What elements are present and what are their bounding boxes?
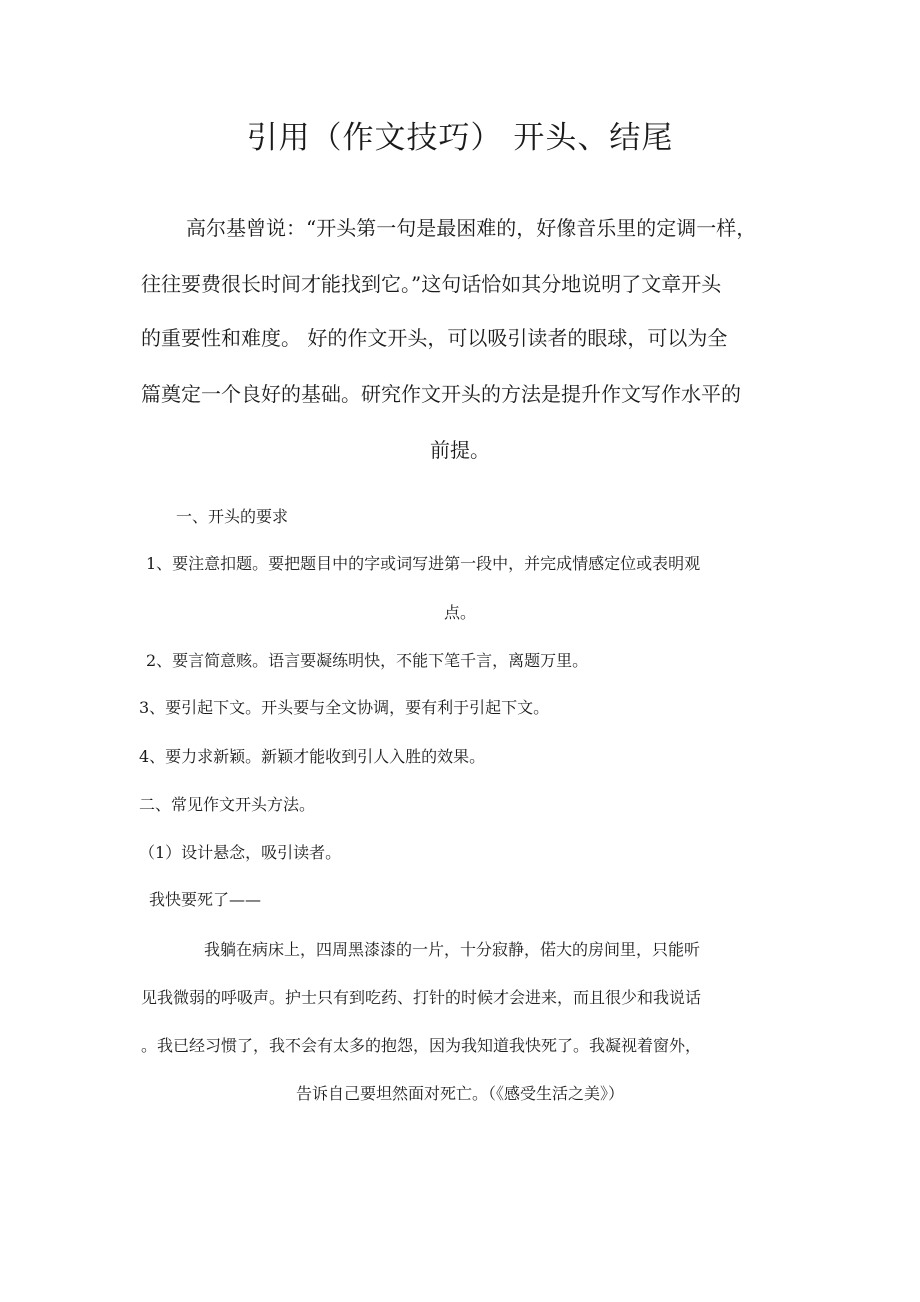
intro-line-4: 篇奠定一个良好的基础。研究作文开头的方法是提升作文写作水平的 bbox=[141, 382, 741, 406]
example-line-1: 我躺在病床上，四周黑漆漆的一片，十分寂静，偌大的房间里，只能听 bbox=[204, 940, 701, 959]
example-title: 我快要死了—— bbox=[149, 890, 262, 909]
section-heading-methods: 二、常见作文开头方法。 bbox=[139, 795, 316, 814]
requirement-item-1-continued: 点。 bbox=[443, 603, 476, 622]
requirement-item-2: 2、要言简意赅。语言要凝练明快，不能下笔千言，离题万里。 bbox=[146, 651, 589, 670]
requirement-item-1: 1、要注意扣题。要把题目中的字或词写进第一段中，并完成情感定位或表明观 bbox=[146, 554, 701, 573]
example-line-3: 。我已经习惯了，我不会有太多的抱怨，因为我知道我快死了。我凝视着窗外， bbox=[141, 1036, 702, 1055]
intro-line-3: 的重要性和难度。 好的作文开头，可以吸引读者的眼球，可以为全 bbox=[141, 326, 728, 350]
requirement-item-3: 3、要引起下文。开头要与全文协调，要有利于引起下文。 bbox=[139, 698, 550, 717]
intro-line-1: 高尔基曾说：“开头第一句是最困难的，好像音乐里的定调一样， bbox=[186, 216, 757, 240]
method-heading-1: （1）设计悬念，吸引读者。 bbox=[139, 843, 342, 862]
section-heading-requirements: 一、开头的要求 bbox=[176, 507, 289, 526]
intro-line-2: 往往要费很长时间才能找到它。”这句话恰如其分地说明了文章开头 bbox=[141, 272, 722, 296]
document-title: 引用（作文技巧） 开头、结尾 bbox=[246, 120, 674, 156]
example-line-4: 告诉自己要坦然面对死亡。（《感受生活之美》） bbox=[295, 1084, 624, 1103]
requirement-item-4: 4、要力求新颖。新颖才能收到引人入胜的效果。 bbox=[139, 747, 486, 766]
example-line-2: 见我微弱的呼吸声。护士只有到吃药、打针的时候才会进来，而且很少和我说话 bbox=[141, 988, 702, 1007]
intro-line-5: 前提。 bbox=[430, 438, 490, 462]
